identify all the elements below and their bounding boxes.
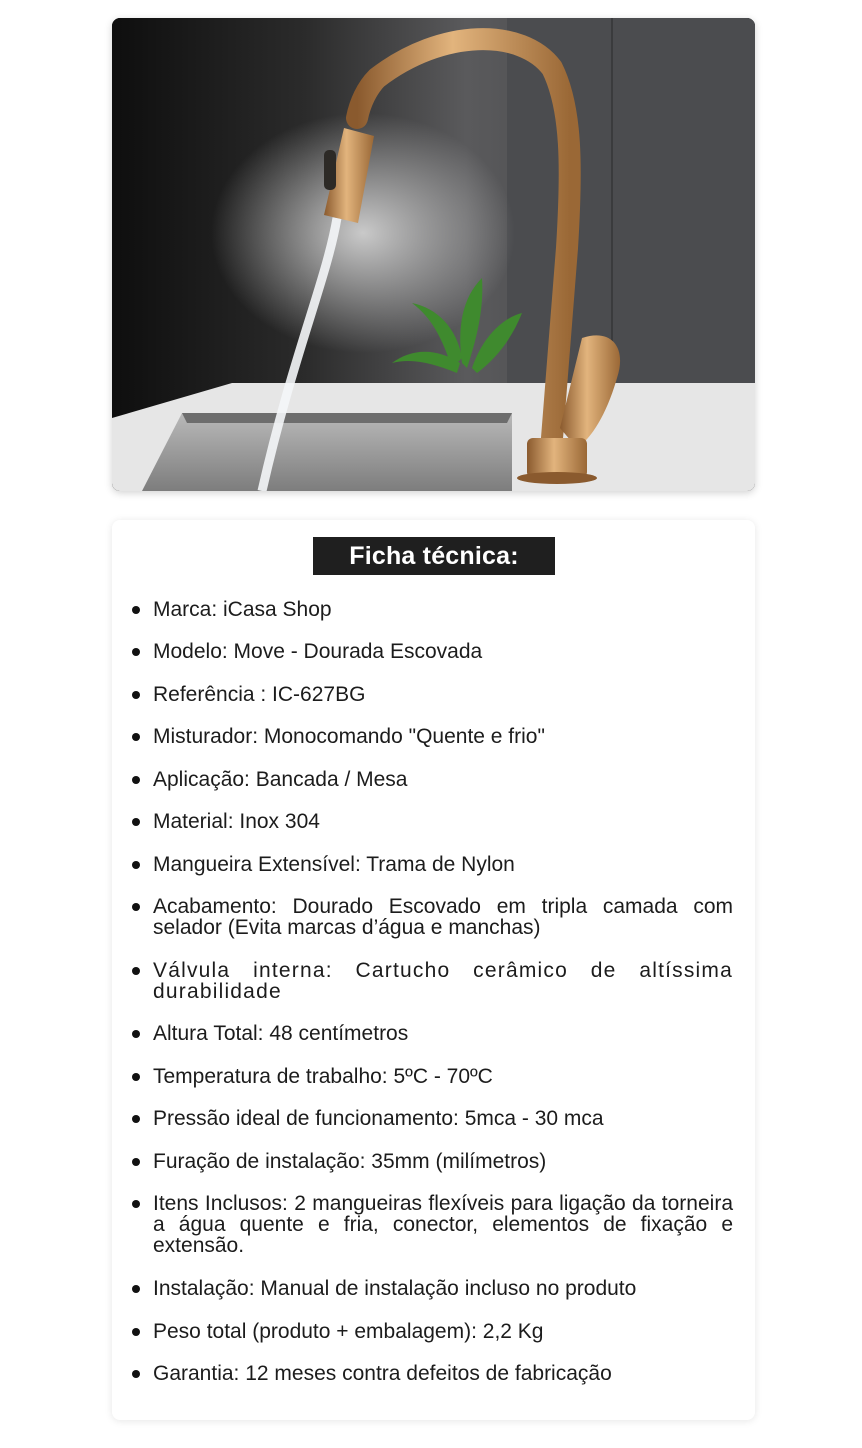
bullet-icon	[132, 1030, 140, 1038]
bullet-icon	[132, 903, 140, 911]
spec-sheet-title: Ficha técnica:	[313, 537, 555, 575]
bullet-icon	[132, 1115, 140, 1123]
bullet-icon	[132, 818, 140, 826]
bullet-icon	[132, 648, 140, 656]
spec-item-model: Modelo: Move - Dourada Escovada	[132, 641, 733, 662]
spec-item-brand: Marca: iCasa Shop	[132, 599, 733, 620]
spec-item-height: Altura Total: 48 centímetros	[132, 1023, 733, 1044]
bullet-icon	[132, 1370, 140, 1378]
bullet-icon	[132, 967, 140, 975]
bullet-icon	[132, 861, 140, 869]
spec-item-included: Itens Inclusos: 2 mangueiras flexíveis para ligação da torneira a água quente e fria, conector, elementos de fixação e extensão.	[132, 1193, 733, 1256]
spec-sheet	[112, 520, 755, 1420]
bullet-icon	[132, 691, 140, 699]
spec-item-valve: Válvula interna: Cartucho cerâmico de altíssima durabilidade	[132, 960, 733, 1002]
bullet-icon	[132, 1158, 140, 1166]
bullet-icon	[132, 1328, 140, 1336]
spec-item-warranty: Garantia: 12 meses contra defeitos de fabricação	[132, 1363, 733, 1384]
spec-item-installation: Instalação: Manual de instalação incluso no produto	[132, 1278, 733, 1299]
bullet-icon	[132, 606, 140, 614]
spec-item-temperature: Temperatura de trabalho: 5ºC - 70ºC	[132, 1066, 733, 1087]
gold-kitchen-faucet-icon	[112, 18, 755, 491]
bullet-icon	[132, 776, 140, 784]
bullet-icon	[132, 1073, 140, 1081]
bullet-icon	[132, 1200, 140, 1208]
spec-item-mixer: Misturador: Monocomando "Quente e frio"	[132, 726, 733, 747]
bullet-icon	[132, 1285, 140, 1293]
spec-item-reference: Referência : IC-627BG	[132, 684, 733, 705]
spec-item-application: Aplicação: Bancada / Mesa	[132, 769, 733, 790]
spec-item-hose: Mangueira Extensível: Trama de Nylon	[132, 854, 733, 875]
spec-item-drilling: Furação de instalação: 35mm (milímetros)	[132, 1151, 733, 1172]
bullet-icon	[132, 733, 140, 741]
spec-item-pressure: Pressão ideal de funcionamento: 5mca - 30 mca	[132, 1108, 733, 1129]
product-photo	[112, 18, 755, 491]
spec-item-material: Material: Inox 304	[132, 811, 733, 832]
spec-item-weight: Peso total (produto + embalagem): 2,2 Kg	[132, 1321, 733, 1342]
spec-item-finish: Acabamento: Dourado Escovado em tripla camada com selador (Evita marcas d’água e manchas)	[132, 896, 733, 938]
